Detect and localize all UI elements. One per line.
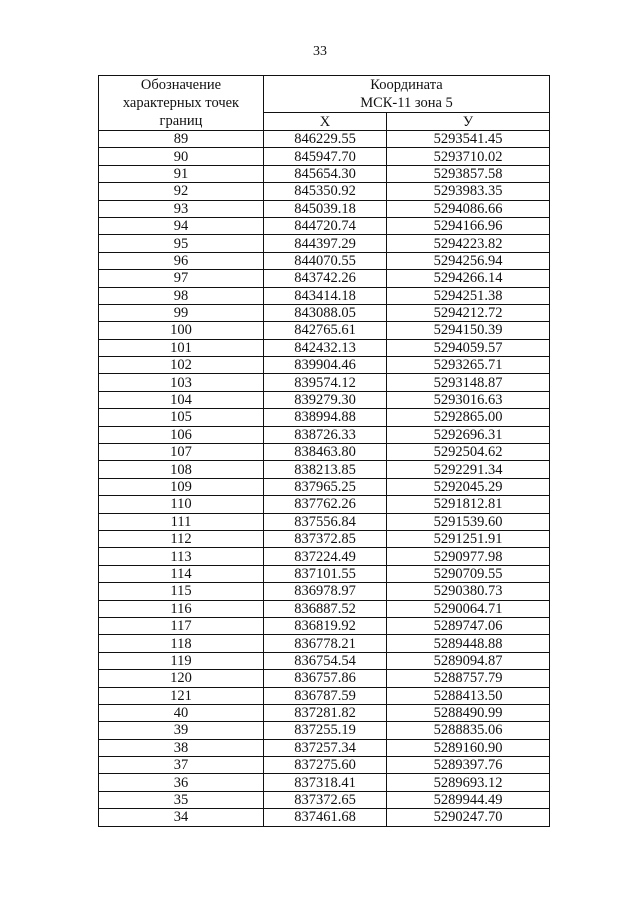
table-row	[99, 304, 550, 321]
x-coordinate-cell: 845947.70	[264, 148, 387, 165]
y-coordinate-cell: 5294266.14	[387, 270, 550, 287]
x-coordinate-cell: 837556.84	[264, 513, 387, 530]
x-coordinate-cell: 837965.25	[264, 478, 387, 495]
x-coordinate-cell: 837257.34	[264, 739, 387, 756]
table-row	[99, 670, 550, 687]
point-header-line3: границ	[159, 113, 203, 129]
table-row	[99, 704, 550, 721]
x-coordinate-cell: 838726.33	[264, 426, 387, 443]
y-coordinate-cell: 5290064.71	[387, 600, 550, 617]
table-row	[99, 287, 550, 304]
x-coordinate-cell: 839904.46	[264, 357, 387, 374]
point-cell: 97	[99, 270, 264, 287]
table-row	[99, 652, 550, 669]
x-coordinate-cell: 837224.49	[264, 548, 387, 565]
coord-header-line1: Координата	[370, 77, 443, 93]
x-coordinate-cell: 837318.41	[264, 774, 387, 791]
point-cell: 35	[99, 791, 264, 808]
y-coordinate-cell: 5289448.88	[387, 635, 550, 652]
y-coordinate-cell: 5291251.91	[387, 530, 550, 547]
table-row	[99, 339, 550, 356]
point-cell: 89	[99, 131, 264, 148]
x-coordinate-cell: 845350.92	[264, 183, 387, 200]
x-coordinate-cell: 837101.55	[264, 565, 387, 582]
y-coordinate-cell: 5289397.76	[387, 757, 550, 774]
y-coordinate-cell: 5288835.06	[387, 722, 550, 739]
y-coordinate-cell: 5291539.60	[387, 513, 550, 530]
x-coordinate-cell: 838463.80	[264, 444, 387, 461]
y-coordinate-cell: 5292045.29	[387, 478, 550, 495]
table-row	[99, 235, 550, 252]
point-cell: 111	[99, 513, 264, 530]
table-row	[99, 374, 550, 391]
point-cell: 118	[99, 635, 264, 652]
table-body	[99, 131, 550, 827]
x-coordinate-cell: 842432.13	[264, 339, 387, 356]
y-coordinate-cell: 5288413.50	[387, 687, 550, 704]
point-cell: 121	[99, 687, 264, 704]
point-cell: 119	[99, 652, 264, 669]
table-header	[99, 76, 550, 131]
point-cell: 93	[99, 200, 264, 217]
point-cell: 92	[99, 183, 264, 200]
table-row	[99, 635, 550, 652]
point-cell: 95	[99, 235, 264, 252]
x-coordinate-cell: 836787.59	[264, 687, 387, 704]
y-coordinate-cell: 5290380.73	[387, 583, 550, 600]
coordinate-system-header	[264, 76, 550, 113]
point-designation-header	[99, 76, 264, 131]
table-row	[99, 200, 550, 217]
y-coordinate-cell: 5293148.87	[387, 374, 550, 391]
point-cell: 94	[99, 217, 264, 234]
x-coordinate-cell: 844397.29	[264, 235, 387, 252]
table-row	[99, 809, 550, 826]
x-coordinate-cell: 844070.55	[264, 252, 387, 269]
y-coordinate-cell: 5289747.06	[387, 617, 550, 634]
x-coordinate-cell: 839279.30	[264, 391, 387, 408]
y-coordinate-cell: 5290247.70	[387, 809, 550, 826]
point-cell: 36	[99, 774, 264, 791]
x-coordinate-cell: 844720.74	[264, 217, 387, 234]
point-cell: 110	[99, 496, 264, 513]
x-coordinate-cell: 836754.54	[264, 652, 387, 669]
point-cell: 38	[99, 739, 264, 756]
x-coordinate-cell: 837372.85	[264, 530, 387, 547]
y-coordinate-cell: 5294059.57	[387, 339, 550, 356]
y-coordinate-cell: 5294212.72	[387, 304, 550, 321]
table-row	[99, 757, 550, 774]
y-coordinate-cell: 5288490.99	[387, 704, 550, 721]
table-row	[99, 270, 550, 287]
x-coordinate-cell: 838994.88	[264, 409, 387, 426]
table-row	[99, 217, 550, 234]
table-row	[99, 252, 550, 269]
y-coordinate-cell: 5294256.94	[387, 252, 550, 269]
table-row	[99, 131, 550, 148]
table-row	[99, 739, 550, 756]
point-cell: 104	[99, 391, 264, 408]
table-row	[99, 530, 550, 547]
point-cell: 109	[99, 478, 264, 495]
point-cell: 91	[99, 165, 264, 182]
x-coordinate-cell: 846229.55	[264, 131, 387, 148]
y-coordinate-cell: 5290977.98	[387, 548, 550, 565]
y-coordinate-cell: 5293265.71	[387, 357, 550, 374]
y-coordinate-cell: 5293857.58	[387, 165, 550, 182]
table-row	[99, 548, 550, 565]
x-coordinate-cell: 843088.05	[264, 304, 387, 321]
point-cell: 100	[99, 322, 264, 339]
table-row	[99, 617, 550, 634]
y-coordinate-cell: 5289944.49	[387, 791, 550, 808]
x-coordinate-cell: 836819.92	[264, 617, 387, 634]
y-column-header: У	[387, 113, 550, 131]
point-header-line1: Обозначение	[140, 77, 222, 93]
y-coordinate-cell: 5291812.81	[387, 496, 550, 513]
point-cell: 102	[99, 357, 264, 374]
point-cell: 99	[99, 304, 264, 321]
y-coordinate-cell: 5292696.31	[387, 426, 550, 443]
y-coordinate-cell: 5293541.45	[387, 131, 550, 148]
x-coordinate-cell: 837255.19	[264, 722, 387, 739]
y-coordinate-cell: 5294150.39	[387, 322, 550, 339]
x-coordinate-cell: 838213.85	[264, 461, 387, 478]
point-cell: 112	[99, 530, 264, 547]
y-coordinate-cell: 5294251.38	[387, 287, 550, 304]
y-coordinate-cell: 5292865.00	[387, 409, 550, 426]
point-cell: 39	[99, 722, 264, 739]
page-number: 33	[313, 44, 327, 59]
x-coordinate-cell: 836757.86	[264, 670, 387, 687]
y-coordinate-cell: 5289094.87	[387, 652, 550, 669]
table-row	[99, 791, 550, 808]
table-row	[99, 461, 550, 478]
point-cell: 96	[99, 252, 264, 269]
table-row	[99, 513, 550, 530]
y-coordinate-cell: 5292291.34	[387, 461, 550, 478]
table-row	[99, 409, 550, 426]
x-coordinate-cell: 836887.52	[264, 600, 387, 617]
x-coordinate-cell: 845654.30	[264, 165, 387, 182]
y-coordinate-cell: 5293983.35	[387, 183, 550, 200]
x-coordinate-cell: 837461.68	[264, 809, 387, 826]
table-row	[99, 426, 550, 443]
point-cell: 40	[99, 704, 264, 721]
x-coordinate-cell: 839574.12	[264, 374, 387, 391]
point-header-line2: характерных точек	[122, 95, 240, 111]
table-row	[99, 687, 550, 704]
y-coordinate-cell: 5288757.79	[387, 670, 550, 687]
table-row	[99, 357, 550, 374]
point-cell: 114	[99, 565, 264, 582]
table-row	[99, 322, 550, 339]
y-coordinate-cell: 5290709.55	[387, 565, 550, 582]
table-row	[99, 565, 550, 582]
x-coordinate-cell: 836778.21	[264, 635, 387, 652]
table-row	[99, 391, 550, 408]
point-cell: 116	[99, 600, 264, 617]
x-coordinate-cell: 843414.18	[264, 287, 387, 304]
table-row	[99, 478, 550, 495]
x-coordinate-cell: 837762.26	[264, 496, 387, 513]
x-coordinate-cell: 836978.97	[264, 583, 387, 600]
table-row	[99, 444, 550, 461]
table-row	[99, 496, 550, 513]
x-coordinate-cell: 842765.61	[264, 322, 387, 339]
x-coordinate-cell: 837372.65	[264, 791, 387, 808]
table-row	[99, 774, 550, 791]
coord-header-line2: МСК-11 зона 5	[360, 95, 453, 111]
table-row	[99, 722, 550, 739]
y-coordinate-cell: 5294166.96	[387, 217, 550, 234]
x-column-header: X	[264, 113, 387, 131]
point-cell: 117	[99, 617, 264, 634]
point-cell: 90	[99, 148, 264, 165]
table-row	[99, 583, 550, 600]
table-row	[99, 165, 550, 182]
y-coordinate-cell: 5289693.12	[387, 774, 550, 791]
y-coordinate-cell: 5294223.82	[387, 235, 550, 252]
x-coordinate-cell: 837275.60	[264, 757, 387, 774]
y-coordinate-cell: 5289160.90	[387, 739, 550, 756]
x-coordinate-cell: 845039.18	[264, 200, 387, 217]
y-coordinate-cell: 5293710.02	[387, 148, 550, 165]
point-cell: 106	[99, 426, 264, 443]
point-cell: 107	[99, 444, 264, 461]
x-coordinate-cell: 843742.26	[264, 270, 387, 287]
point-cell: 113	[99, 548, 264, 565]
point-cell: 108	[99, 461, 264, 478]
point-cell: 101	[99, 339, 264, 356]
coordinates-table	[98, 75, 550, 827]
point-cell: 105	[99, 409, 264, 426]
table-row	[99, 148, 550, 165]
table-row	[99, 183, 550, 200]
point-cell: 120	[99, 670, 264, 687]
y-coordinate-cell: 5293016.63	[387, 391, 550, 408]
y-coordinate-cell: 5294086.66	[387, 200, 550, 217]
point-cell: 98	[99, 287, 264, 304]
point-cell: 103	[99, 374, 264, 391]
x-coordinate-cell: 837281.82	[264, 704, 387, 721]
point-cell: 37	[99, 757, 264, 774]
point-cell: 115	[99, 583, 264, 600]
y-coordinate-cell: 5292504.62	[387, 444, 550, 461]
table-row	[99, 600, 550, 617]
point-cell: 34	[99, 809, 264, 826]
